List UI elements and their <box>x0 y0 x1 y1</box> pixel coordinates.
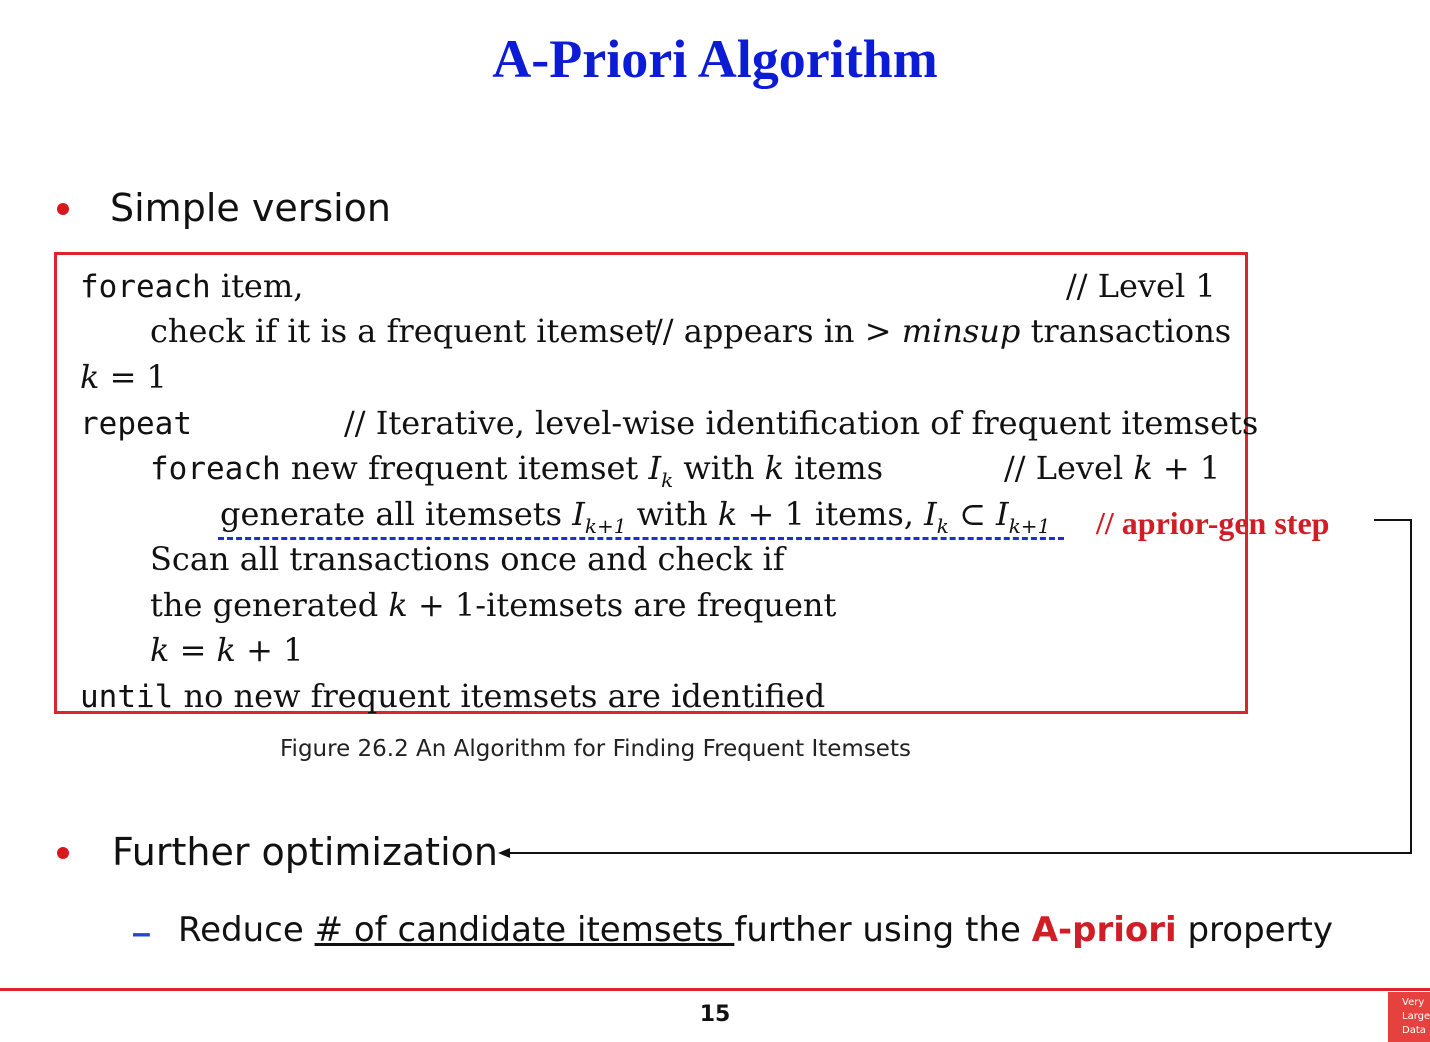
keyword-repeat: repeat <box>80 406 192 442</box>
algo-line-9: k = k + 1 <box>150 631 304 669</box>
sub-bullet-dash: – <box>132 914 151 952</box>
algo-comment-minsup: // appears in > minsup transactions <box>652 312 1232 350</box>
algo-line-3: k = 1 <box>80 358 167 396</box>
algo-line-5: foreach new frequent itemset $I_k$ with k items <box>150 449 884 492</box>
sub-bullet-text: Reduce # of candidate itemsets further using the A-priori property <box>178 910 1334 950</box>
bullet-further-optimization: Further optimization <box>112 830 498 874</box>
algo-comment-level1: // Level 1 <box>1066 267 1216 305</box>
keyword-until: until <box>80 679 174 715</box>
algo-line-6: generate all itemsets $I_{k+1}$ with k + 1 items, $I_k$ ⊂ $I_{k+1}$ <box>220 495 1051 538</box>
bullet-dot <box>57 847 69 859</box>
algo-line-1: foreach item, <box>80 267 304 305</box>
keyword-foreach: foreach <box>80 269 211 305</box>
algo-line-7: Scan all transactions once and check if <box>150 540 785 578</box>
keyword-foreach: foreach <box>150 451 281 487</box>
algo-comment-level-k1: // Level k + 1 <box>1004 449 1221 487</box>
page-number: 15 <box>699 1002 731 1027</box>
algo-line-10: until no new frequent itemsets are identified <box>80 677 826 715</box>
vldb-logo: Very Large Data <box>1388 992 1430 1042</box>
algo-comment-iterative: // Iterative, level-wise identification of frequent itemsets <box>344 404 1259 442</box>
slide-title: A-Priori Algorithm <box>492 29 938 89</box>
bullet-simple-version: Simple version <box>110 186 392 230</box>
footer-divider <box>0 988 1430 991</box>
algo-line-8: the generated k + 1-itemsets are frequent <box>150 586 837 624</box>
figure-caption: Figure 26.2 An Algorithm for Finding Frequent Itemsets <box>280 736 911 762</box>
algo-line-2: check if it is a frequent itemset <box>150 312 657 350</box>
apriori-gen-annotation: // aprior-gen step <box>1096 505 1330 541</box>
